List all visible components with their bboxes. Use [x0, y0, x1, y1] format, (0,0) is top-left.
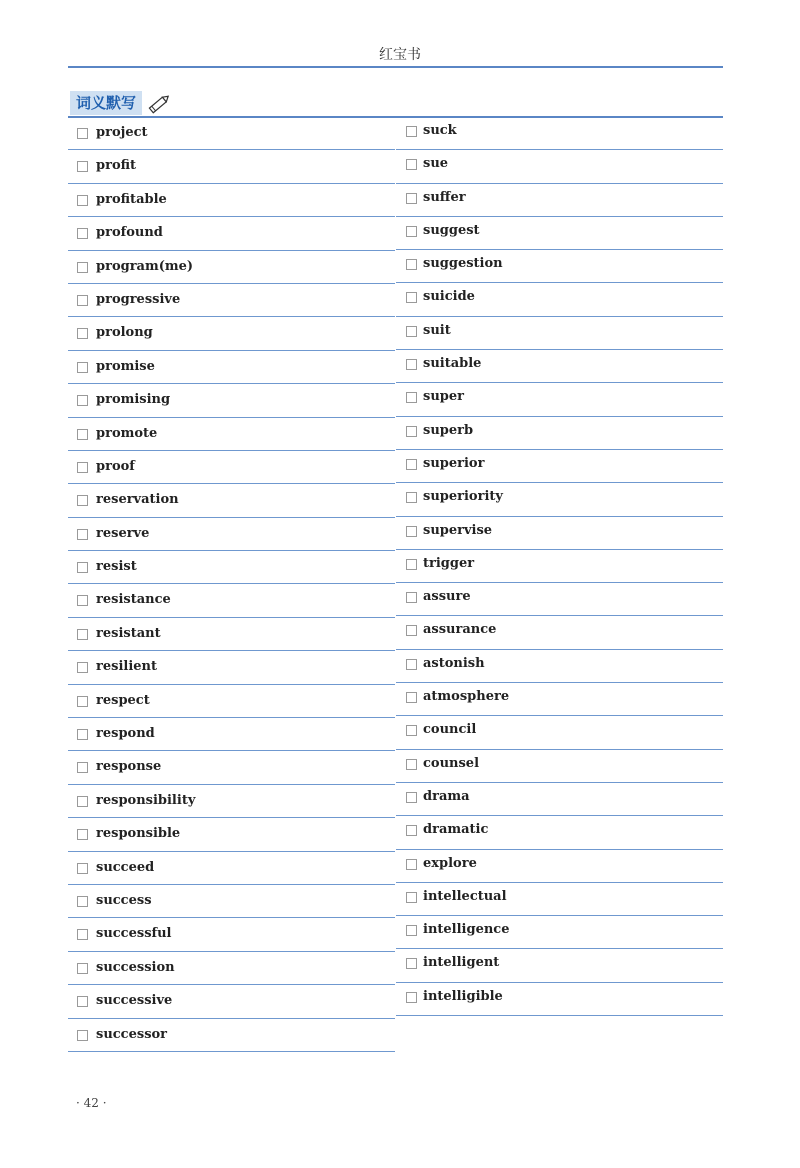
word-row: [68, 117, 395, 150]
vocabulary-word: explore: [423, 855, 477, 871]
vocabulary-word: resistance: [96, 592, 171, 608]
vocabulary-word: suck: [423, 123, 457, 138]
word-row: [68, 618, 395, 651]
vocabulary-word: project: [96, 125, 148, 140]
word-checkbox[interactable]: [406, 692, 417, 703]
vocabulary-word: successive: [96, 993, 173, 1009]
word-checkbox[interactable]: [77, 228, 88, 239]
word-row: [68, 818, 395, 851]
word-row: [68, 150, 395, 183]
word-checkbox[interactable]: [77, 796, 88, 807]
vocabulary-word: super: [423, 389, 464, 405]
word-row: [68, 885, 395, 918]
word-row: [396, 616, 723, 649]
vocabulary-word: succeed: [96, 859, 155, 875]
word-checkbox[interactable]: [406, 759, 417, 770]
word-checkbox[interactable]: [77, 395, 88, 406]
vocabulary-word: success: [96, 892, 152, 908]
vocabulary-word: responsibility: [96, 792, 196, 808]
word-checkbox[interactable]: [406, 259, 417, 270]
word-row: [396, 517, 723, 550]
word-checkbox[interactable]: [406, 592, 417, 603]
vocabulary-word: council: [423, 722, 477, 738]
vocabulary-word: atmosphere: [423, 689, 510, 705]
page-header-title: 红宝书: [379, 47, 421, 63]
word-row: [68, 184, 395, 217]
word-checkbox[interactable]: [77, 762, 88, 773]
word-checkbox[interactable]: [406, 459, 417, 470]
word-checkbox[interactable]: [406, 292, 417, 303]
word-checkbox[interactable]: [77, 295, 88, 306]
word-row: [396, 417, 723, 450]
vocabulary-word: suitable: [423, 356, 482, 372]
vocabulary-word: counsel: [423, 755, 480, 771]
word-checkbox[interactable]: [406, 193, 417, 204]
word-row: [396, 583, 723, 616]
word-row: [68, 384, 395, 417]
vocabulary-word: intellectual: [423, 888, 507, 904]
word-checkbox[interactable]: [406, 126, 417, 137]
vocabulary-word: promise: [96, 358, 155, 374]
word-checkbox[interactable]: [77, 429, 88, 440]
word-row: [68, 518, 395, 551]
word-row: [68, 718, 395, 751]
word-row: [396, 750, 723, 783]
vocabulary-word: resistant: [96, 625, 161, 641]
word-checkbox[interactable]: [406, 825, 417, 836]
word-checkbox[interactable]: [77, 362, 88, 373]
word-list-left: [68, 117, 395, 1052]
vocabulary-word: intelligence: [423, 922, 510, 938]
word-checkbox[interactable]: [77, 529, 88, 540]
word-checkbox[interactable]: [77, 128, 88, 139]
word-checkbox[interactable]: [77, 595, 88, 606]
section-label: 词义默写: [70, 91, 142, 115]
vocabulary-word: progressive: [96, 291, 181, 307]
word-checkbox[interactable]: [406, 359, 417, 370]
vocabulary-word: responsible: [96, 826, 181, 842]
word-checkbox[interactable]: [406, 492, 417, 503]
word-checkbox[interactable]: [406, 625, 417, 636]
word-row: [68, 1019, 395, 1052]
word-row: [396, 483, 723, 516]
word-row: [68, 918, 395, 951]
vocabulary-word: astonish: [423, 655, 485, 671]
vocabulary-word: reserve: [96, 525, 150, 541]
word-checkbox[interactable]: [77, 262, 88, 273]
vocabulary-word: reservation: [96, 492, 179, 508]
vocabulary-word: drama: [423, 788, 470, 804]
word-checkbox[interactable]: [77, 1030, 88, 1041]
word-checkbox[interactable]: [406, 426, 417, 437]
word-checkbox[interactable]: [406, 392, 417, 403]
vocabulary-word: resist: [96, 559, 137, 575]
vocabulary-word: superior: [423, 455, 485, 471]
vocabulary-word: supervise: [423, 522, 493, 538]
vocabulary-word: assure: [423, 589, 471, 605]
word-row: [396, 850, 723, 883]
vocabulary-word: suicide: [423, 289, 475, 305]
vocabulary-word: profound: [96, 225, 163, 241]
vocabulary-word: proof: [96, 458, 135, 474]
word-checkbox[interactable]: [406, 859, 417, 870]
word-row: [396, 683, 723, 716]
word-row: [396, 184, 723, 217]
word-row: [68, 217, 395, 250]
vocabulary-word: suggest: [423, 222, 480, 238]
word-row: [396, 217, 723, 250]
word-list-right: [396, 117, 723, 1016]
word-checkbox[interactable]: [77, 161, 88, 172]
word-checkbox[interactable]: [406, 958, 417, 969]
vocabulary-word: prolong: [96, 325, 153, 341]
vocabulary-word: suffer: [423, 189, 466, 205]
word-checkbox[interactable]: [77, 996, 88, 1007]
word-checkbox[interactable]: [77, 562, 88, 573]
vocabulary-word: suggestion: [423, 256, 503, 272]
vocabulary-word: intelligible: [423, 988, 503, 1004]
vocabulary-word: respond: [96, 726, 155, 742]
word-row: [396, 450, 723, 483]
word-checkbox[interactable]: [77, 662, 88, 673]
word-row: [396, 816, 723, 849]
vocabulary-word: promising: [96, 392, 171, 408]
vocabulary-word: suit: [423, 322, 451, 338]
word-checkbox[interactable]: [77, 629, 88, 640]
word-row: [396, 716, 723, 749]
vocabulary-word: sue: [423, 156, 449, 172]
word-checkbox[interactable]: [77, 195, 88, 206]
vocabulary-word: successful: [96, 926, 172, 942]
word-row: [68, 451, 395, 484]
word-row: [68, 484, 395, 517]
word-row: [68, 852, 395, 885]
word-checkbox[interactable]: [406, 792, 417, 803]
vocabulary-word: trigger: [423, 555, 475, 571]
word-row: [396, 650, 723, 683]
word-checkbox[interactable]: [77, 963, 88, 974]
word-row: [68, 551, 395, 584]
word-checkbox[interactable]: [77, 829, 88, 840]
word-row: [396, 317, 723, 350]
vocabulary-word: profit: [96, 158, 137, 174]
word-row: [396, 383, 723, 416]
word-checkbox[interactable]: [406, 892, 417, 903]
word-row: [396, 983, 723, 1016]
word-row: [68, 685, 395, 718]
word-row: [68, 985, 395, 1018]
word-checkbox[interactable]: [406, 159, 417, 170]
word-row: [68, 284, 395, 317]
word-checkbox[interactable]: [406, 725, 417, 736]
vocabulary-word: program(me): [96, 258, 194, 274]
word-row: [68, 651, 395, 684]
word-row: [68, 351, 395, 384]
word-row: [396, 883, 723, 916]
word-checkbox[interactable]: [77, 462, 88, 473]
word-row: [396, 916, 723, 949]
vocabulary-word: superb: [423, 422, 474, 438]
word-checkbox[interactable]: [406, 326, 417, 337]
word-checkbox[interactable]: [406, 226, 417, 237]
word-checkbox[interactable]: [77, 328, 88, 339]
vocabulary-word: superiority: [423, 489, 503, 505]
vocabulary-word: respect: [96, 692, 150, 708]
header-divider: [68, 66, 723, 68]
vocabulary-word: intelligent: [423, 955, 500, 971]
vocabulary-word: successor: [96, 1026, 168, 1042]
word-row: [396, 550, 723, 583]
vocabulary-word: succession: [96, 959, 175, 975]
word-checkbox[interactable]: [77, 929, 88, 940]
vocabulary-word: resilient: [96, 659, 157, 675]
word-checkbox[interactable]: [77, 696, 88, 707]
word-checkbox[interactable]: [406, 992, 417, 1003]
word-checkbox[interactable]: [406, 925, 417, 936]
word-row: [68, 952, 395, 985]
word-checkbox[interactable]: [406, 659, 417, 670]
vocabulary-word: profitable: [96, 191, 167, 207]
word-row: [396, 283, 723, 316]
word-row: [396, 949, 723, 982]
word-row: [396, 250, 723, 283]
word-row: [68, 584, 395, 617]
page-number: · 42 ·: [76, 1096, 107, 1110]
word-checkbox[interactable]: [406, 526, 417, 537]
word-row: [396, 117, 723, 150]
word-checkbox[interactable]: [77, 495, 88, 506]
vocabulary-word: assurance: [423, 622, 497, 638]
vocabulary-word: response: [96, 759, 162, 775]
word-checkbox[interactable]: [77, 863, 88, 874]
word-row: [396, 350, 723, 383]
word-checkbox[interactable]: [77, 896, 88, 907]
word-row: [68, 317, 395, 350]
vocabulary-word: dramatic: [423, 822, 489, 838]
word-row: [68, 251, 395, 284]
word-row: [68, 751, 395, 784]
vocabulary-word: promote: [96, 425, 158, 441]
word-row: [396, 783, 723, 816]
word-row: [396, 150, 723, 183]
word-row: [68, 785, 395, 818]
word-checkbox[interactable]: [77, 729, 88, 740]
pencil-icon: [146, 92, 172, 116]
word-checkbox[interactable]: [406, 559, 417, 570]
word-row: [68, 418, 395, 451]
